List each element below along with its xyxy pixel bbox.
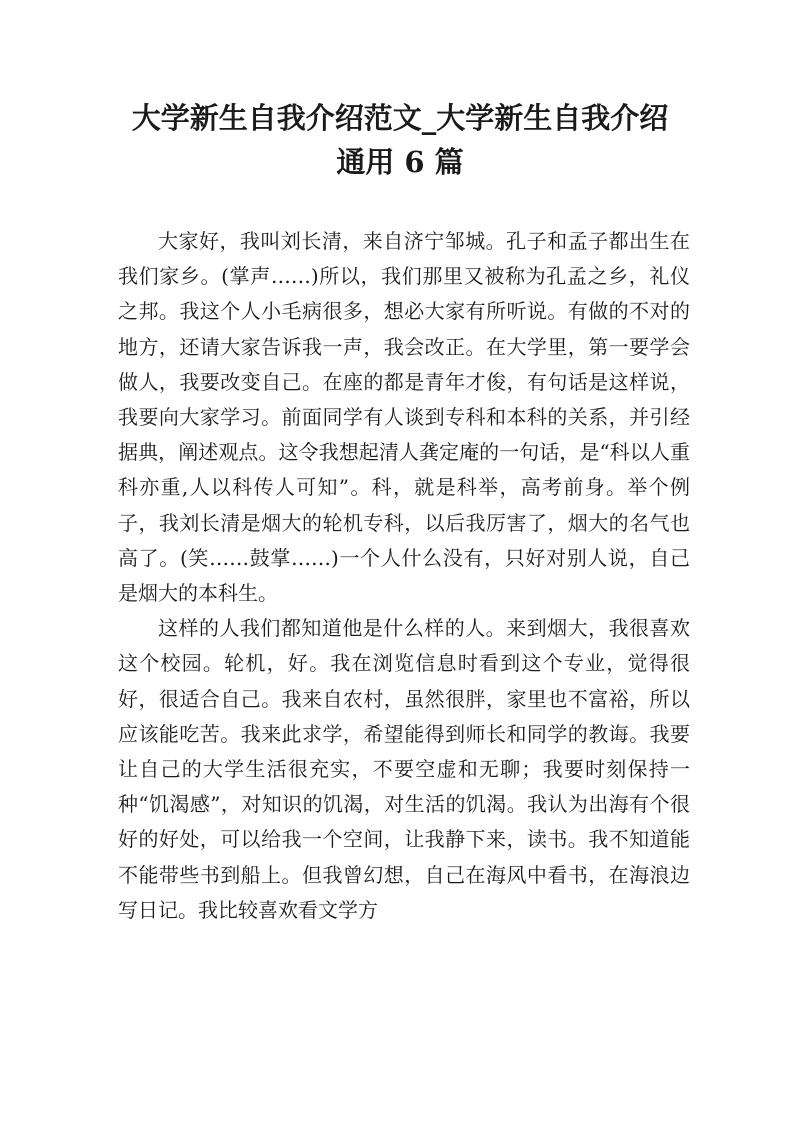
document-body: [118, 224, 690, 928]
paragraph-2: 这样的人我们都知道他是什么样的人。来到烟大，我很喜欢这个校园。轮机，好。我在浏览信息时看到这个专业，觉得很好，很适合自己。我来自农村，虽然很胖，家里也不富裕，所以应该能吃苦。我来此求学，希望能得到师长和同学的教诲。我要让自己的大学生活很充实，不要空虚和无聊；我要时刻保持一种“饥渴感”，对知识的饥渴，对生活的饥渴。我认为出海有个很好的好处，可以给我一个空间，让我静下来，读书。我不知道能不能带些书到船上。但我曾幻想，自己在海风中看书，在海浪边写日记。我比较喜欢看文学方: [118, 616, 690, 922]
document-title-line-2: 通用 6 篇: [336, 145, 464, 179]
paragraph-1: 大家好，我叫刘长清，来自济宁邹城。孔子和孟子都出生在我们家乡。(掌声……)所以，我们那里又被称为孔孟之乡，礼仪之邦。我这个人小毛病很多，想必大家有所听说。有做的不对的地方，还请大家告诉我一声，我会改正。在大学里，第一要学会做人，我要改变自己。在座的都是青年才俊，有句话是这样说，我要向大家学习。前面同学有人谈到专科和本科的关系，并引经据典，阐述观点。这令我想起清人龚定庵的一句话，是“科以人重科亦重,人以科传人可知”。科，就是科举，高考前身。举个例子，我刘长清是烟大的轮机专科，以后我厉害了，烟大的名气也高了。(笑……鼓掌……)一个人什么没有，只好对别人说，自己是烟大的本科生。: [118, 229, 690, 606]
document-title-line-1: 大学新生自我介绍范文_大学新生自我介绍: [131, 101, 669, 135]
document-title: [100, 96, 700, 184]
